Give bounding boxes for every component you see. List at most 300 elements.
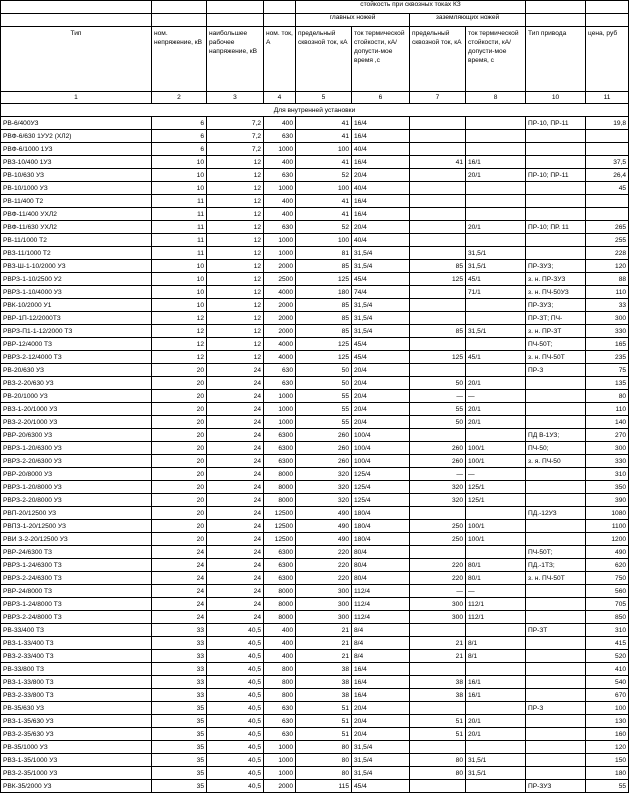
cell-ground-thermal: 8/1 xyxy=(466,637,526,650)
cell-drive xyxy=(526,494,586,507)
cell-drive xyxy=(526,637,586,650)
cell-type: РВРЗ-1-20/6300 УЗ xyxy=(1,442,152,455)
cell-ground-through xyxy=(410,338,466,351)
cell-nom-voltage: 35 xyxy=(152,702,207,715)
cell-max-voltage: 12 xyxy=(207,182,264,195)
table-row xyxy=(1,351,629,364)
cell-nom-voltage: 10 xyxy=(152,182,207,195)
cell-ground-thermal xyxy=(466,741,526,754)
cell-drive: ПР-З xyxy=(526,702,586,715)
cell-main-through: 125 xyxy=(296,273,352,286)
cell-drive xyxy=(526,377,586,390)
cell-nom-voltage: 24 xyxy=(152,572,207,585)
cell-price: 850 xyxy=(586,611,629,624)
cell-ground-through xyxy=(410,195,466,208)
cell-ground-through: 55 xyxy=(410,403,466,416)
table-row xyxy=(1,468,629,481)
table-row xyxy=(1,195,629,208)
col-number: 5 xyxy=(296,92,352,104)
table-row xyxy=(1,299,629,312)
table-row xyxy=(1,377,629,390)
cell-price: 705 xyxy=(586,598,629,611)
cell-price: 390 xyxy=(586,494,629,507)
cell-main-through: 300 xyxy=(296,585,352,598)
cell-type: РВЗ-1-33/400 ТЗ xyxy=(1,637,152,650)
col-number: 7 xyxy=(410,92,466,104)
cell-max-voltage: 24 xyxy=(207,611,264,624)
cell-max-voltage: 12 xyxy=(207,260,264,273)
table-row xyxy=(1,403,629,416)
cell-drive xyxy=(526,611,586,624)
cell-nom-current: 1000 xyxy=(264,767,296,780)
cell-type: РВЗ-2-33/400 ТЗ xyxy=(1,650,152,663)
cell-nom-current: 8000 xyxy=(264,611,296,624)
table-row xyxy=(1,429,629,442)
cell-price: 228 xyxy=(586,247,629,260)
cell-main-thermal: 31,5/4 xyxy=(352,767,410,780)
table-row xyxy=(1,585,629,598)
cell-price: 26,4 xyxy=(586,169,629,182)
cell-drive xyxy=(526,130,586,143)
cell-type: РВП-20/12500 УЗ xyxy=(1,507,152,520)
cell-max-voltage: 24 xyxy=(207,455,264,468)
cell-ground-through: 21 xyxy=(410,637,466,650)
cell-main-through: 41 xyxy=(296,156,352,169)
cell-ground-through: 51 xyxy=(410,728,466,741)
cell-main-through: 115 xyxy=(296,780,352,793)
cell-main-thermal: 40/4 xyxy=(352,234,410,247)
cell-nom-voltage: 33 xyxy=(152,624,207,637)
cell-max-voltage: 12 xyxy=(207,351,264,364)
table-row xyxy=(1,572,629,585)
cell-max-voltage: 40,5 xyxy=(207,689,264,702)
table-row xyxy=(1,234,629,247)
table-row xyxy=(1,364,629,377)
cell-main-through: 320 xyxy=(296,494,352,507)
cell-price: 120 xyxy=(586,741,629,754)
cell-type: РВРЗ-1-20/8000 УЗ xyxy=(1,481,152,494)
cell-type: РВЗ-11/1000 Т2 xyxy=(1,247,152,260)
cell-main-through: 55 xyxy=(296,390,352,403)
cell-main-through: 260 xyxy=(296,455,352,468)
cell-drive xyxy=(526,715,586,728)
cell-main-thermal: 31,5/4 xyxy=(352,299,410,312)
cell-main-through: 41 xyxy=(296,117,352,130)
cell-nom-current: 6300 xyxy=(264,572,296,585)
cell-drive xyxy=(526,741,586,754)
cell-nom-current: 12500 xyxy=(264,520,296,533)
cell-main-through: 490 xyxy=(296,533,352,546)
table-row xyxy=(1,520,629,533)
cell-ground-through xyxy=(410,546,466,559)
cell-ground-through: 220 xyxy=(410,559,466,572)
cell-max-voltage: 24 xyxy=(207,364,264,377)
cell-nom-current: 630 xyxy=(264,130,296,143)
cell-ground-thermal: 71/1 xyxy=(466,286,526,299)
col-nom-current-header: ном. ток, А xyxy=(264,27,296,92)
cell-ground-through: 125 xyxy=(410,351,466,364)
cell-max-voltage: 12 xyxy=(207,286,264,299)
cell-main-thermal: 31,5/4 xyxy=(352,247,410,260)
col-nom-voltage-header: ном. непряжение, кВ xyxy=(152,27,207,92)
cell-nom-current: 400 xyxy=(264,156,296,169)
cell-nom-voltage: 35 xyxy=(152,767,207,780)
cell-nom-voltage: 12 xyxy=(152,312,207,325)
cell-nom-current: 2000 xyxy=(264,260,296,273)
cell-nom-current: 8000 xyxy=(264,494,296,507)
cell-main-thermal: 20/4 xyxy=(352,377,410,390)
table-row xyxy=(1,559,629,572)
table-row xyxy=(1,442,629,455)
cell-main-through: 80 xyxy=(296,741,352,754)
cell-ground-thermal xyxy=(466,364,526,377)
table-body xyxy=(1,117,629,793)
cell-price: 33 xyxy=(586,299,629,312)
cell-ground-through: 21 xyxy=(410,650,466,663)
col-number: 2 xyxy=(152,92,207,104)
cell-main-thermal: 180/4 xyxy=(352,520,410,533)
table-row xyxy=(1,286,629,299)
cell-ground-through: 50 xyxy=(410,416,466,429)
cell-drive: з. н. ПЧ-50УЗ xyxy=(526,286,586,299)
cell-ground-thermal: 31,5/1 xyxy=(466,247,526,260)
table-row xyxy=(1,715,629,728)
cell-max-voltage: 12 xyxy=(207,338,264,351)
cell-max-voltage: 12 xyxy=(207,156,264,169)
cell-ground-thermal: 100/1 xyxy=(466,520,526,533)
cell-price: 110 xyxy=(586,286,629,299)
cell-type: РВЗ-10/400 1УЗ xyxy=(1,156,152,169)
cell-price: 410 xyxy=(586,663,629,676)
cell-max-voltage: 24 xyxy=(207,598,264,611)
cell-nom-voltage: 10 xyxy=(152,156,207,169)
cell-type: РВ-35/1000 УЗ xyxy=(1,741,152,754)
cell-type: РВРЗ-2-20/8000 УЗ xyxy=(1,494,152,507)
cell-main-thermal: 31,5/4 xyxy=(352,741,410,754)
cell-main-through: 55 xyxy=(296,416,352,429)
cell-nom-current: 400 xyxy=(264,208,296,221)
cell-max-voltage: 40,5 xyxy=(207,754,264,767)
cell-price: 165 xyxy=(586,338,629,351)
col-number: 3 xyxy=(207,92,264,104)
cell-type: РВРЗ-1-24/8000 ТЗ xyxy=(1,598,152,611)
cell-nom-current: 1000 xyxy=(264,741,296,754)
cell-drive xyxy=(526,390,586,403)
cell-max-voltage: 40,5 xyxy=(207,702,264,715)
cell-max-voltage: 40,5 xyxy=(207,780,264,793)
cell-main-through: 41 xyxy=(296,208,352,221)
table-row xyxy=(1,455,629,468)
cell-main-through: 490 xyxy=(296,507,352,520)
table-row xyxy=(1,676,629,689)
cell-max-voltage: 24 xyxy=(207,390,264,403)
cell-ground-thermal: 8/1 xyxy=(466,650,526,663)
cell-nom-current: 8000 xyxy=(264,585,296,598)
cell-main-through: 180 xyxy=(296,286,352,299)
cell-ground-through: 260 xyxy=(410,442,466,455)
cell-price: 750 xyxy=(586,572,629,585)
cell-drive xyxy=(526,598,586,611)
cell-main-through: 85 xyxy=(296,312,352,325)
cell-main-through: 41 xyxy=(296,130,352,143)
cell-ground-through: — xyxy=(410,468,466,481)
cell-type: РВ-6/400УЗ xyxy=(1,117,152,130)
cell-ground-thermal: 100/1 xyxy=(466,455,526,468)
cell-nom-voltage: 20 xyxy=(152,455,207,468)
cell-max-voltage: 24 xyxy=(207,481,264,494)
cell-nom-current: 6300 xyxy=(264,429,296,442)
cell-price: 75 xyxy=(586,364,629,377)
cell-type: РВФ-6/1000 1УЗ xyxy=(1,143,152,156)
cell-ground-thermal xyxy=(466,117,526,130)
cell-price: 120 xyxy=(586,260,629,273)
cell-max-voltage: 40,5 xyxy=(207,624,264,637)
cell-drive xyxy=(526,754,586,767)
cell-nom-current: 1000 xyxy=(264,754,296,767)
cell-max-voltage: 24 xyxy=(207,533,264,546)
table-row xyxy=(1,260,629,273)
table-row xyxy=(1,416,629,429)
cell-nom-voltage: 33 xyxy=(152,637,207,650)
cell-drive xyxy=(526,468,586,481)
cell-drive xyxy=(526,195,586,208)
cell-max-voltage: 7,2 xyxy=(207,130,264,143)
table-row xyxy=(1,689,629,702)
cell-main-through: 52 xyxy=(296,221,352,234)
cell-price: 310 xyxy=(586,468,629,481)
cell-drive: ПР-10; ПР-11 xyxy=(526,169,586,182)
cell-drive xyxy=(526,533,586,546)
cell-main-through: 38 xyxy=(296,663,352,676)
cell-max-voltage: 24 xyxy=(207,377,264,390)
cell-ground-thermal: — xyxy=(466,390,526,403)
table-row xyxy=(1,182,629,195)
cell-nom-voltage: 24 xyxy=(152,611,207,624)
cell-main-through: 320 xyxy=(296,481,352,494)
cell-nom-voltage: 20 xyxy=(152,507,207,520)
cell-main-through: 38 xyxy=(296,689,352,702)
cell-nom-voltage: 20 xyxy=(152,533,207,546)
cell-nom-voltage: 20 xyxy=(152,468,207,481)
cell-nom-voltage: 20 xyxy=(152,377,207,390)
table-row xyxy=(1,156,629,169)
cell-type: РВФ-6/630 1УУ2 (ХЛ2) xyxy=(1,130,152,143)
cell-ground-through xyxy=(410,221,466,234)
cell-drive: ПР-ЗУЗ xyxy=(526,780,586,793)
cell-drive xyxy=(526,247,586,260)
cell-type: РВР-1П-12/2000ТЗ xyxy=(1,312,152,325)
cell-main-thermal: 100/4 xyxy=(352,429,410,442)
cell-ground-through: — xyxy=(410,585,466,598)
cell-ground-thermal xyxy=(466,507,526,520)
cell-price: 490 xyxy=(586,546,629,559)
cell-nom-voltage: 11 xyxy=(152,234,207,247)
cell-nom-current: 1000 xyxy=(264,390,296,403)
cell-ground-through: 38 xyxy=(410,676,466,689)
cell-nom-current: 1000 xyxy=(264,143,296,156)
cell-type: РВРЗ-1-10/4000 УЗ xyxy=(1,286,152,299)
cell-type: РВЗ-Ш-1-10/2000 УЗ xyxy=(1,260,152,273)
cell-type: РВЗ-2-20/630 УЗ xyxy=(1,377,152,390)
cell-drive: ПЧ-50Т; xyxy=(526,338,586,351)
table-row xyxy=(1,780,629,793)
cell-drive xyxy=(526,676,586,689)
cell-type: РВФ-11/630 УХЛ2 xyxy=(1,221,152,234)
cell-nom-current: 1000 xyxy=(264,416,296,429)
cell-price: 130 xyxy=(586,715,629,728)
table-row xyxy=(1,637,629,650)
cell-main-thermal: 16/4 xyxy=(352,195,410,208)
cell-max-voltage: 12 xyxy=(207,169,264,182)
cell-type: РВР-24/8000 ТЗ xyxy=(1,585,152,598)
table-row xyxy=(1,702,629,715)
cell-ground-thermal: 112/1 xyxy=(466,598,526,611)
cell-ground-through: 250 xyxy=(410,520,466,533)
cell-ground-thermal xyxy=(466,546,526,559)
cell-type: РВ-33/400 ТЗ xyxy=(1,624,152,637)
cell-ground-thermal: 31,5/1 xyxy=(466,325,526,338)
table-row xyxy=(1,169,629,182)
cell-type: РВРЗ-1-10/2500 У2 xyxy=(1,273,152,286)
cell-ground-through: 250 xyxy=(410,533,466,546)
table-row xyxy=(1,130,629,143)
cell-drive: з. н. ПР-ЗТ xyxy=(526,325,586,338)
cell-main-thermal: 16/4 xyxy=(352,689,410,702)
cell-main-thermal: 16/4 xyxy=(352,663,410,676)
cell-nom-voltage: 20 xyxy=(152,494,207,507)
cell-nom-voltage: 24 xyxy=(152,546,207,559)
cell-max-voltage: 40,5 xyxy=(207,676,264,689)
cell-drive xyxy=(526,182,586,195)
cell-main-thermal: 80/4 xyxy=(352,546,410,559)
cell-main-thermal: 80/4 xyxy=(352,559,410,572)
cell-type: РВЗ-2-33/800 ТЗ xyxy=(1,689,152,702)
col-number: 8 xyxy=(466,92,526,104)
cell-main-thermal: 112/4 xyxy=(352,598,410,611)
cell-nom-current: 1000 xyxy=(264,182,296,195)
cell-price xyxy=(586,130,629,143)
cell-nom-voltage: 11 xyxy=(152,208,207,221)
cell-max-voltage: 12 xyxy=(207,247,264,260)
cell-main-through: 51 xyxy=(296,715,352,728)
cell-main-through: 100 xyxy=(296,182,352,195)
cell-max-voltage: 24 xyxy=(207,442,264,455)
cell-main-thermal: 180/4 xyxy=(352,507,410,520)
cell-main-through: 21 xyxy=(296,624,352,637)
cell-main-thermal: 8/4 xyxy=(352,650,410,663)
cell-nom-voltage: 6 xyxy=(152,143,207,156)
cell-nom-current: 630 xyxy=(264,702,296,715)
cell-main-thermal: 40/4 xyxy=(352,182,410,195)
table-row xyxy=(1,338,629,351)
cell-max-voltage: 24 xyxy=(207,507,264,520)
cell-nom-voltage: 12 xyxy=(152,325,207,338)
cell-price xyxy=(586,195,629,208)
cell-ground-thermal xyxy=(466,234,526,247)
cell-ground-through xyxy=(410,247,466,260)
cell-type: РВК-10/2000 У1 xyxy=(1,299,152,312)
cell-main-through: 260 xyxy=(296,429,352,442)
cell-nom-current: 630 xyxy=(264,169,296,182)
cell-ground-thermal xyxy=(466,780,526,793)
table-row xyxy=(1,208,629,221)
cell-ground-thermal: 16/1 xyxy=(466,156,526,169)
cell-type: РВЗ-2-20/1000 УЗ xyxy=(1,416,152,429)
col-main-thermal-header: ток термической стойкости, кА/допусти-мое время ,с xyxy=(352,27,410,92)
cell-ground-through: 41 xyxy=(410,156,466,169)
cell-ground-through xyxy=(410,234,466,247)
table-row xyxy=(1,650,629,663)
cell-main-thermal: 20/4 xyxy=(352,702,410,715)
cell-max-voltage: 40,5 xyxy=(207,715,264,728)
cell-drive xyxy=(526,663,586,676)
cell-main-through: 50 xyxy=(296,377,352,390)
cell-nom-voltage: 33 xyxy=(152,676,207,689)
cell-type: РВЗ-1-33/800 ТЗ xyxy=(1,676,152,689)
cell-price: 100 xyxy=(586,702,629,715)
cell-main-through: 81 xyxy=(296,247,352,260)
cell-main-through: 80 xyxy=(296,754,352,767)
cell-type: РВЗ-2-35/630 УЗ xyxy=(1,728,152,741)
cell-ground-thermal: 31,5/1 xyxy=(466,260,526,273)
cell-main-thermal: 20/4 xyxy=(352,221,410,234)
cell-type: РВРЗ-П1-1-12/2000 ТЗ xyxy=(1,325,152,338)
cell-price: 620 xyxy=(586,559,629,572)
cell-nom-current: 400 xyxy=(264,117,296,130)
cell-main-thermal: 31,5/4 xyxy=(352,312,410,325)
cell-nom-current: 4000 xyxy=(264,338,296,351)
cell-main-through: 125 xyxy=(296,351,352,364)
cell-nom-current: 6300 xyxy=(264,442,296,455)
cell-price: 45 xyxy=(586,182,629,195)
cell-max-voltage: 12 xyxy=(207,299,264,312)
cell-nom-current: 6300 xyxy=(264,559,296,572)
cell-price: 235 xyxy=(586,351,629,364)
cell-price: 80 xyxy=(586,390,629,403)
table-row xyxy=(1,390,629,403)
cell-main-thermal: 125/4 xyxy=(352,494,410,507)
cell-ground-thermal: 16/1 xyxy=(466,689,526,702)
table-row xyxy=(1,767,629,780)
cell-drive: з. н. ПЧ-50Т xyxy=(526,351,586,364)
cell-type: РВР-24/6300 ТЗ xyxy=(1,546,152,559)
col-number: 1 xyxy=(1,92,152,104)
cell-type: РВР-12/4000 ТЗ xyxy=(1,338,152,351)
cell-main-through: 85 xyxy=(296,299,352,312)
col-number: 4 xyxy=(264,92,296,104)
cell-ground-thermal xyxy=(466,208,526,221)
cell-ground-thermal: 20/1 xyxy=(466,169,526,182)
cell-ground-through xyxy=(410,286,466,299)
cell-drive: з. н. ПР-ЗУЗ xyxy=(526,273,586,286)
cell-drive xyxy=(526,650,586,663)
cell-nom-current: 400 xyxy=(264,650,296,663)
cell-main-through: 100 xyxy=(296,143,352,156)
col-type-header: Тип xyxy=(1,27,152,92)
cell-nom-current: 2000 xyxy=(264,325,296,338)
cell-type: РВ-20/1000 УЗ xyxy=(1,390,152,403)
cell-main-thermal: 8/4 xyxy=(352,624,410,637)
cell-max-voltage: 24 xyxy=(207,520,264,533)
cell-nom-voltage: 35 xyxy=(152,715,207,728)
cell-ground-through xyxy=(410,299,466,312)
cell-nom-voltage: 20 xyxy=(152,390,207,403)
cell-main-thermal: 20/4 xyxy=(352,416,410,429)
cell-max-voltage: 12 xyxy=(207,234,264,247)
cell-type: РВ-33/800 ТЗ xyxy=(1,663,152,676)
cell-nom-voltage: 10 xyxy=(152,169,207,182)
cell-ground-thermal xyxy=(466,338,526,351)
